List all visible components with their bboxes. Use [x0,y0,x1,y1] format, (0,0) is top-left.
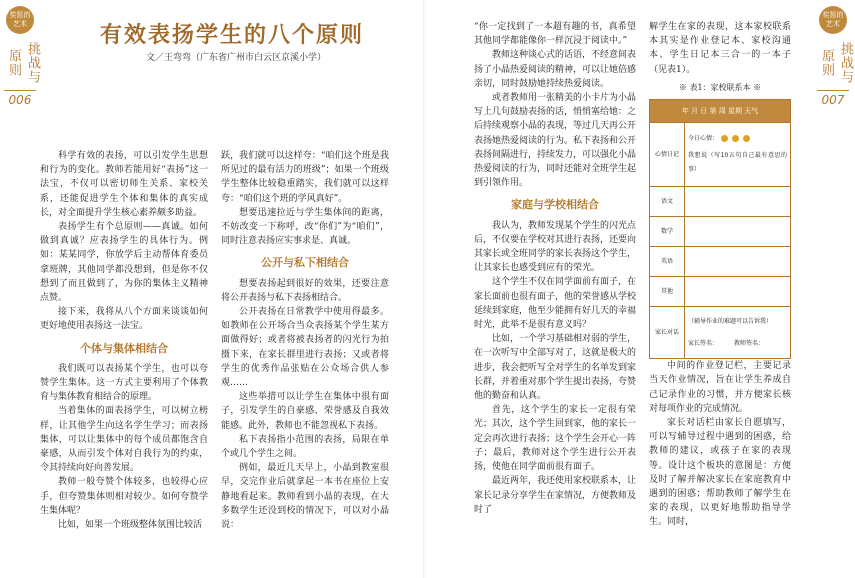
left-column-1 [40,149,208,532]
paragraph: 表扬学生有个总原则——真诚。如何做到真诚？应表扬学生的具体行为。例如：某某同学，你放学后主动帮体育委员拿班牌，其他同学都没想到，但是你不仅想到了而且做到了，为你的集体主义精神点赞。 [40,222,208,304]
section-heading: 家庭与学校相结合 [511,198,599,212]
paragraph: 想要表扬起到很好的效果，还要注意将公开表扬与私下表扬相结合。 [221,278,389,303]
teacher-signature-label: 教师签名： [733,339,764,347]
paragraph: 当着集体的面表扬学生，可以树立榜样，让其他学生向这名学生学习；而表扬集体，可以让集体中的每个成员都饱含自豪感，从而引发个体对自我行为的约束，令其持续向好向善发展。 [40,406,208,474]
paragraph: 公开表扬在日常教学中使用得最多。如教师在公开场合当众表扬某个学生某方面做得好；或者将被表扬者的闪光行为拍摄下来，在家长群里进行表扬；又或者将学生的优秀作品张贴在公众场合供人参观…… [221,307,389,389]
form-row-label: 英语 [650,247,685,277]
form-header: 年 月 日 第 周 星期 天气 [650,100,791,123]
section-heading: 个体与集体相结合 [80,341,168,355]
column-seal: 奖惩的艺术 [6,6,34,34]
section-label: 挑战与原则 [819,42,853,84]
paragraph: 跃，我们就可以这样夸：“咱们这个班是我所见过的最有活力的班级”；如果一个班级学生整体比较稳重踏实，我们就可以这样夸：“咱们这个班的学风真好”。 [221,151,389,204]
paragraph: 解学生在家的表现，这本家校联系本其实是作业登记本、家校沟通本、学生日记本三合一的一本子（见表1）。 [649,22,791,75]
paragraph: 首先，这个学生的家长一定很有荣光；其次，这个学生回到家，他的家长一定会再次进行表扬；这个学生会开心一阵子；最后，教师对这个学生进行公开表扬，使他在同学面前很有面子。 [474,405,637,473]
byline: 文／王弯弯（广东省广州市白云区京溪小学） [146,53,327,63]
form-row-label: 语文 [650,187,685,217]
paragraph: 教师一般夸赞个体较多，也较得心应手，但夸赞集体则相对较少。如何夸赞学生集体呢？ [40,477,208,516]
form-cell [685,247,791,277]
right-column-2 [649,20,791,530]
parent-signature-label: 家长签名： [688,339,719,347]
paragraph: 我们既可以表扬某个学生，也可以夸赞学生集体。这一方式主要利用了个体教育与集体教育相结合的原理。 [40,363,208,403]
page-number: 006 [4,90,36,107]
smile-face-icon [721,135,728,142]
form-cell [685,277,791,307]
right-side-tab [817,6,853,107]
table-caption: ※ 表1：家校联系本 ※ [678,82,762,92]
paragraph: 这个学生不仅在同学面前有面子，在家长面前也很有面子，他的荣誉感从学校延续到家庭，他至少能拥有好几天的幸福时光，此举不是很有意义吗？ [474,277,637,331]
mood-diary-cell [685,123,791,187]
paragraph: 我认为，教师发现某个学生的闪光点后，不仅要在学校对其进行表扬，还要向其家长或全班同学的家长表扬这个学生，让其家长也感受到应有的荣光。 [474,220,637,274]
home-school-form [649,99,791,359]
column-seal: 奖惩的艺术 [819,6,847,34]
right-page [425,0,853,578]
left-column-2 [221,149,389,532]
paragraph: 中间的作业登记栏，主要记录当天作业情况，旨在让学生养成自己记录作业的习惯，并方便家长核对每项作业的完成情况。 [649,361,791,414]
diary-note: 我想说（写10五句自己最有意思的事） [688,152,787,174]
dialogue-note: （辅导作业的难题可以告诉我） [688,317,773,325]
paragraph: “你一定找到了一本超有趣的书，真希望其他同学都能像你一样沉浸于阅读中。” [474,22,636,47]
paragraph: 教师这种谈心式的话语，不经意间表扬了小晶热爱阅读的精神，可以让她倍感亲切，同时鼓励她持续热爱阅读。 [474,50,637,89]
paragraph: 比如，一个学习基础相对弱的学生，在一次听写中全部写对了，这就是极大的进步，我会把听写全对学生的名单发到家长群，并着重对那个学生提出表扬，夸赞他的勤奋和认真。 [474,334,637,402]
left-side-tab [4,6,40,107]
paragraph: 私下表扬指小范围的表扬，局限在单个或几个学生之间。 [221,434,389,460]
form-cell [685,217,791,247]
paragraph: 比如，如果一个班级整体氛围比较活 [58,520,203,531]
paragraph: 或者教师用一张精美的小卡片为小晶写上几句鼓励表扬的话，悄悄塞给她：之后持续观察小晶的表现，等过几天再公开表扬她热爱阅读的行为。私下表扬和公开表扬间隔进行，持续发力，可以强化小晶热爱阅读的行为，同时还能对全班学生起到引领作用。 [474,93,637,189]
paragraph: 想要迅速拉近与学生集体间的距离，不妨改变一下称呼，改“你们”为“咱们”，同时注意表扬应实事求是、真诚。 [221,207,389,247]
form-row-label: 家长对话 [650,307,685,359]
section-heading: 公开与私下相结合 [261,256,349,270]
article-title: 有效表扬学生的八个原则 [100,22,365,48]
paragraph: 科学有效的表扬，可以引发学生思想和行为的变化。教师若能用好“表扬”这一法宝，不仅可以密切师生关系、家校关系，还能促进学生个体和集体的真实成长，对全面提升学生核心素养颇多助益。 [40,151,208,218]
neutral-face-icon [732,135,739,142]
paragraph: 接下来，我将从八个方面来谈谈如何更好地使用表扬这一法宝。 [40,307,208,332]
page-number: 007 [817,90,849,107]
left-page [0,0,425,578]
form-row-label: 心情日记 [650,123,685,187]
paragraph: 这些举措可以让学生在集体中很有面子，引发学生的自豪感、荣誉感及自我效能感。此外，教师也不能忽视私下表扬。 [221,392,389,431]
form-row-label: 数学 [650,217,685,247]
right-column-1 [474,20,636,517]
paragraph: 家长对话栏由家长自愿填写，可以写辅导过程中遇到的困惑，给教师的建议，或孩子在家的表现等。设计这个板块的意图是：方便及时了解并解决家长在家庭教育中遇到的困惑；帮助教师了解学生在家的表现，以更好地帮助指导学生。同时， [649,418,791,528]
paragraph: 最近两年，我还使用家校联系本，让家长记录分享学生在家情况，方便教师及时了 [474,476,637,515]
form-cell [685,187,791,217]
sad-face-icon [743,135,750,142]
paragraph: 例如，最近几天早上，小晶到教室很早，交完作业后就拿起一本书在座位上安静地看起来。教师看到小晶的表现，在大多数学生还没到校的情况下，可以对小晶说： [221,463,389,531]
parent-dialogue-cell [685,307,791,359]
section-label: 挑战与原则 [6,42,40,84]
form-row-label: 其他 [650,277,685,307]
mood-label: 今日心情： [688,134,719,142]
